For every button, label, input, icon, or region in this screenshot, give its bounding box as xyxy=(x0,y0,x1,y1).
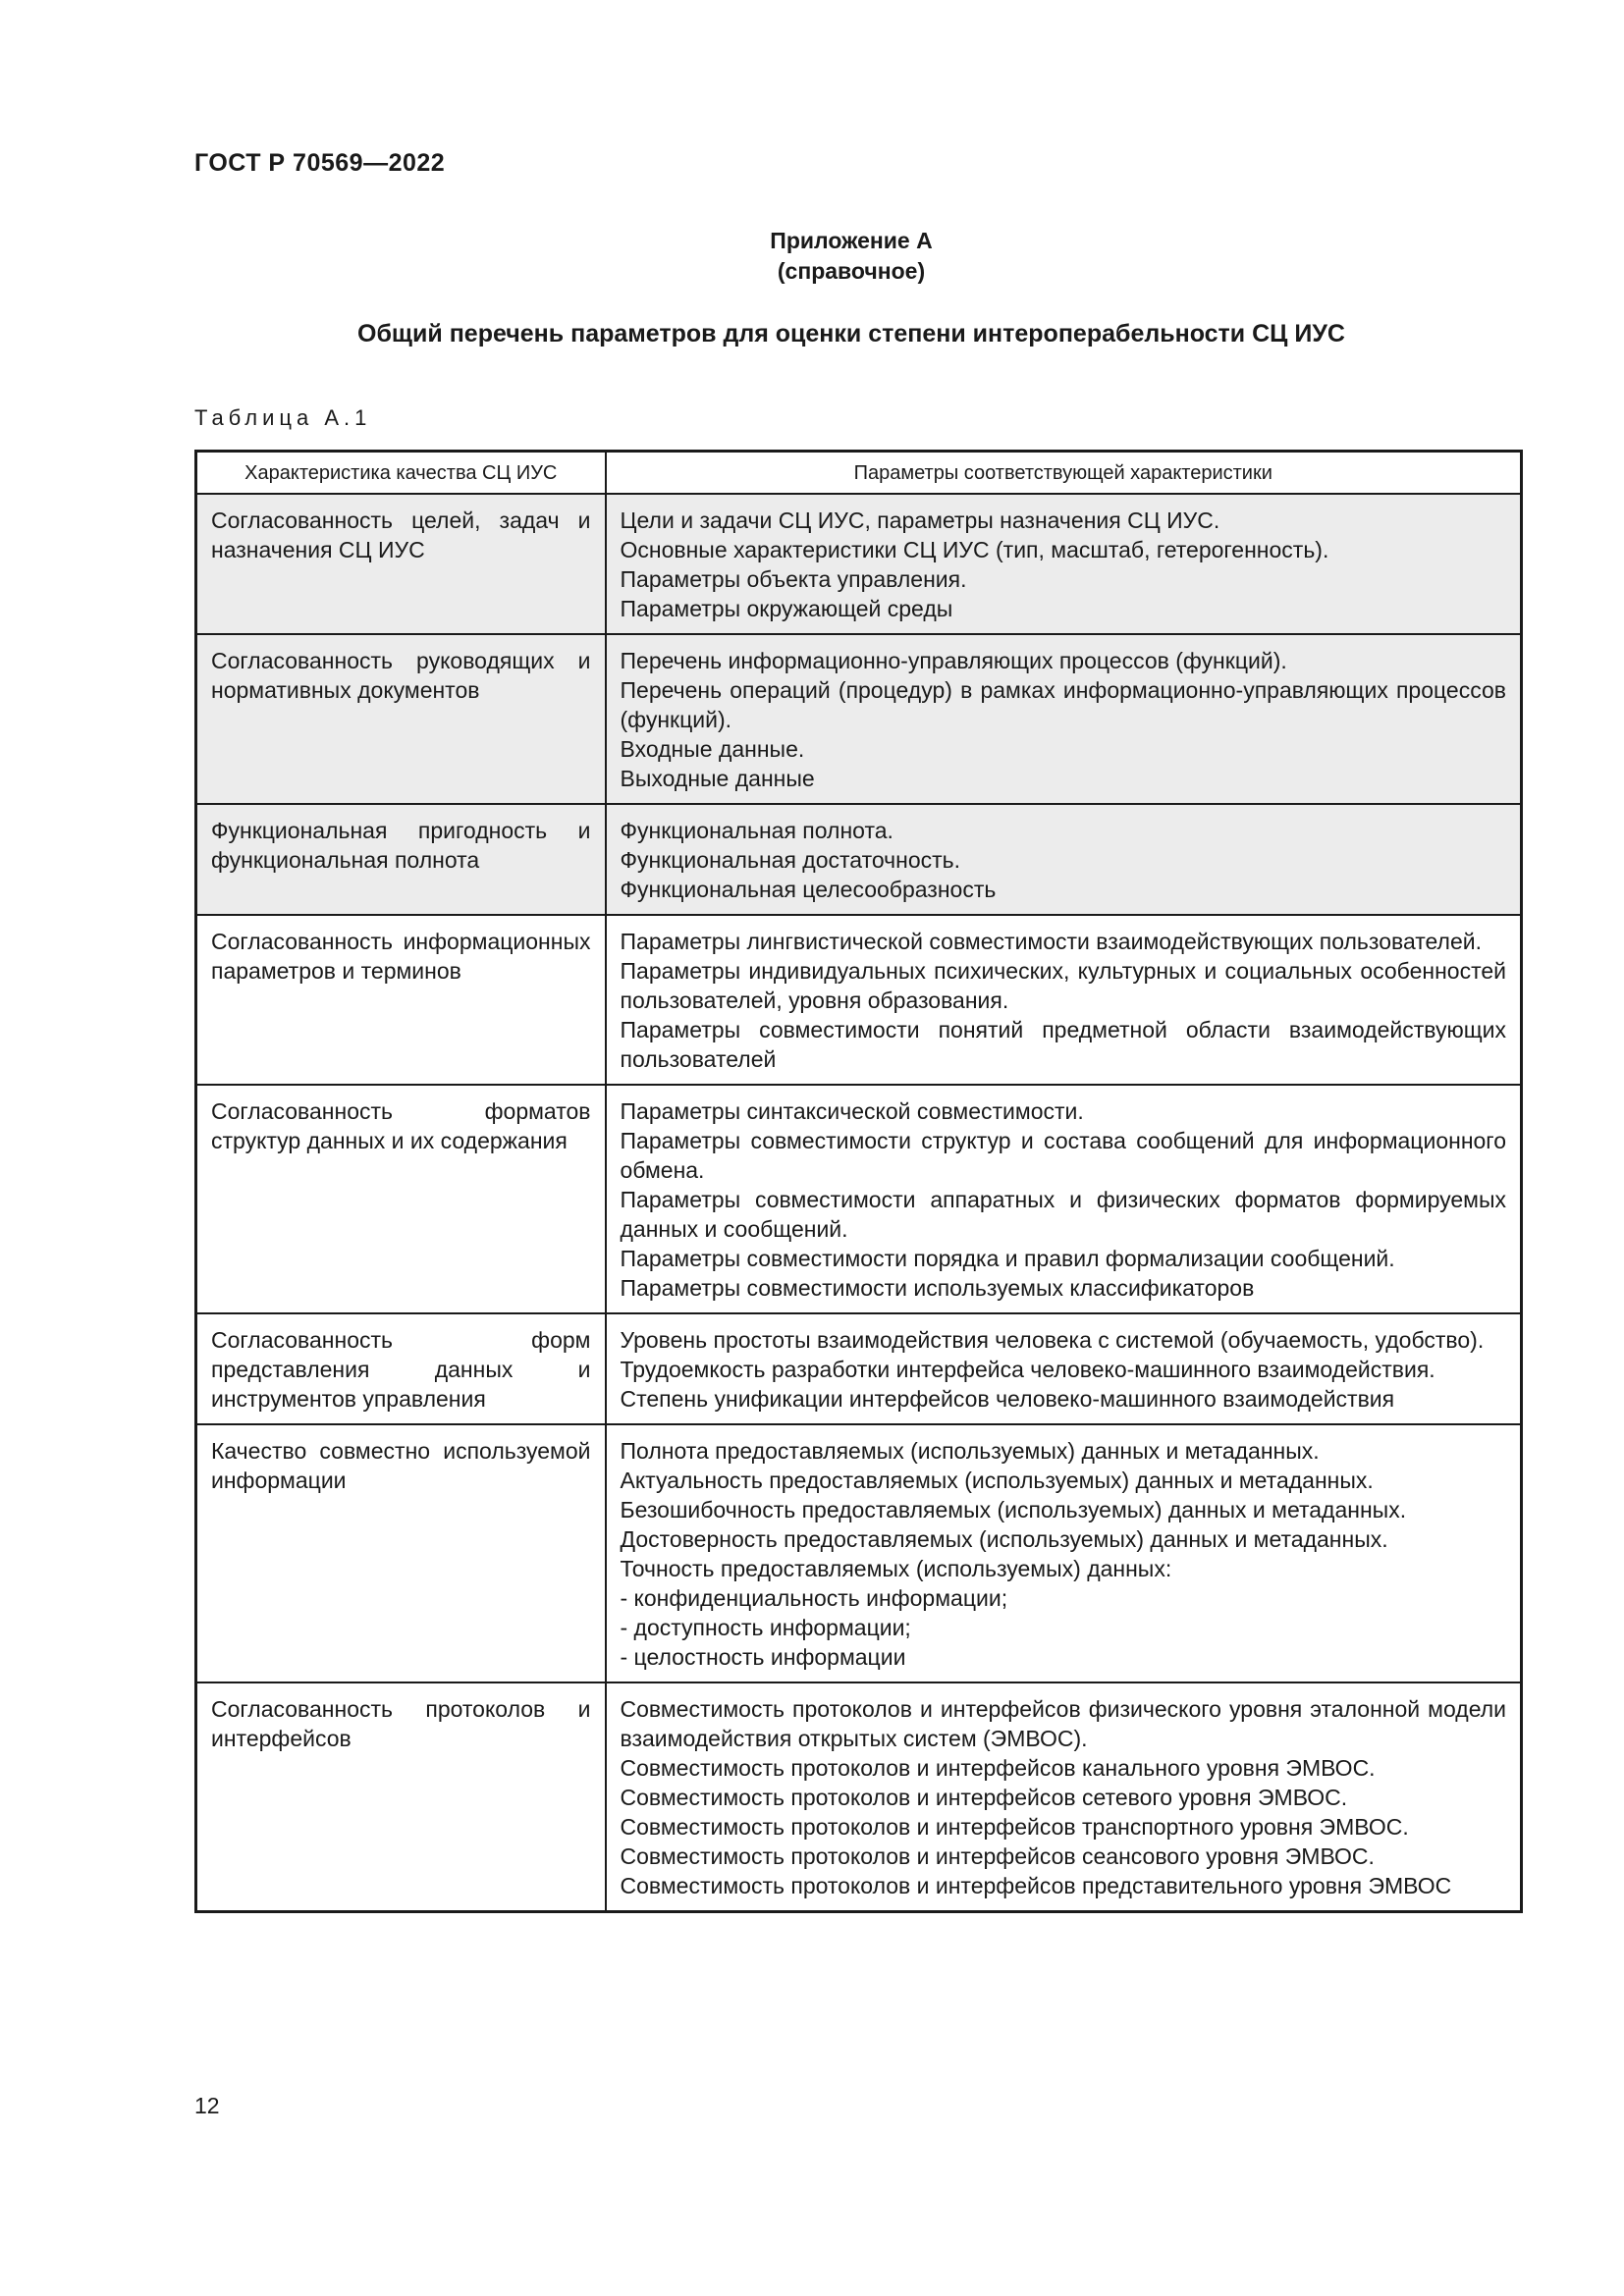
parameter-item: Уровень простоты взаимодействия человека с системой (обучаемость, удобство). xyxy=(620,1327,1485,1353)
parameter-item: Трудоемкость разработки интерфейса человеко-машинного взаимодействия. xyxy=(620,1357,1435,1382)
appendix-title: Приложение А xyxy=(770,228,933,253)
parameter-item: Совместимость протоколов и интерфейсов физического уровня эталонной модели взаимодействия открытых систем (ЭМВОС). xyxy=(620,1696,1506,1751)
table-row xyxy=(196,1085,1522,1313)
parameter-item: Параметры синтаксической совместимости. xyxy=(620,1098,1084,1124)
parameter-item: Безошибочность предоставляемых (используемых) данных и метаданных. xyxy=(620,1497,1407,1522)
parameter-item: Перечень информационно-управляющих процессов (функций). xyxy=(620,648,1287,673)
parameters-cell xyxy=(606,1313,1522,1424)
parameter-item: - доступность информации; xyxy=(620,1615,911,1640)
parameter-item: Параметры окружающей среды xyxy=(620,596,953,621)
characteristic-cell: Качество совместно используемой информации xyxy=(196,1424,606,1682)
table-row xyxy=(196,915,1522,1085)
column-header-characteristic: Характеристика качества СЦ ИУС xyxy=(196,452,606,495)
characteristic-cell: Согласованность протоколов и интерфейсов xyxy=(196,1682,606,1912)
parameter-item: Параметры лингвистической совместимости взаимодействующих пользователей. xyxy=(620,929,1482,954)
parameter-item: Параметры совместимости порядка и правил формализации сообщений. xyxy=(620,1246,1395,1271)
parameter-item: Параметры индивидуальных психических, культурных и социальных особенностей пользователей, уровня образования. xyxy=(620,958,1506,1013)
characteristic-cell: Согласованность форматов структур данных и их содержания xyxy=(196,1085,606,1313)
parameter-item: - конфиденциальность информации; xyxy=(620,1585,1008,1611)
parameter-item: Параметры совместимости понятий предметной области взаимодействующих пользователей xyxy=(620,1017,1506,1072)
parameter-item: Совместимость протоколов и интерфейсов канального уровня ЭМВОС. xyxy=(620,1755,1376,1781)
parameters-cell xyxy=(606,494,1522,634)
characteristic-cell: Согласованность информационных параметров и терминов xyxy=(196,915,606,1085)
table-row xyxy=(196,1313,1522,1424)
parameter-item: Совместимость протоколов и интерфейсов представительного уровня ЭМВОС xyxy=(620,1873,1452,1898)
parameters-table-container xyxy=(194,450,1520,1913)
characteristic-cell: Согласованность целей, задач и назначения СЦ ИУС xyxy=(196,494,606,634)
parameters-table xyxy=(194,450,1523,1913)
column-header-parameters: Параметры соответствующей характеристики xyxy=(606,452,1522,495)
parameter-item: Совместимость протоколов и интерфейсов сеансового уровня ЭМВОС. xyxy=(620,1843,1375,1869)
parameter-item: Параметры совместимости структур и состава сообщений для информационного обмена. xyxy=(620,1128,1506,1183)
table-row xyxy=(196,804,1522,915)
parameter-item: Параметры объекта управления. xyxy=(620,566,967,592)
parameter-item: Перечень операций (процедур) в рамках информационно-управляющих процессов (функций). xyxy=(620,677,1506,732)
parameter-item: Цели и задачи СЦ ИУС, параметры назначения СЦ ИУС. xyxy=(620,507,1220,533)
parameters-cell xyxy=(606,915,1522,1085)
parameter-item: Совместимость протоколов и интерфейсов сетевого уровня ЭМВОС. xyxy=(620,1785,1348,1810)
table-row xyxy=(196,1682,1522,1912)
table-row xyxy=(196,634,1522,804)
parameter-item: Функциональная целесообразность xyxy=(620,877,997,902)
parameter-item: - целостность информации xyxy=(620,1644,906,1670)
parameter-item: Точность предоставляемых (используемых) данных: xyxy=(620,1556,1172,1581)
parameters-cell xyxy=(606,804,1522,915)
table-header-row xyxy=(196,452,1522,495)
parameter-item: Основные характеристики СЦ ИУС (тип, масштаб, гетерогенность). xyxy=(620,537,1329,562)
parameters-cell xyxy=(606,1424,1522,1682)
appendix-kind: (справочное) xyxy=(777,258,926,284)
parameters-cell xyxy=(606,634,1522,804)
parameter-item: Полнота предоставляемых (используемых) данных и метаданных. xyxy=(620,1438,1320,1464)
parameter-item: Достоверность предоставляемых (используемых) данных и метаданных. xyxy=(620,1526,1388,1552)
parameter-item: Функциональная полнота. xyxy=(620,818,893,843)
characteristic-cell: Функциональная пригодность и функциональная полнота xyxy=(196,804,606,915)
table-row xyxy=(196,1424,1522,1682)
parameter-item: Актуальность предоставляемых (используемых) данных и метаданных. xyxy=(620,1468,1374,1493)
page-title: Общий перечень параметров для оценки степени интероперабельности СЦ ИУС xyxy=(357,320,1345,347)
table-caption: Таблица А.1 xyxy=(194,405,372,430)
page-number: 12 xyxy=(194,2093,220,2118)
parameter-item: Степень унификации интерфейсов человеко-машинного взаимодействия xyxy=(620,1386,1395,1412)
table-row xyxy=(196,494,1522,634)
parameter-item: Совместимость протоколов и интерфейсов транспортного уровня ЭМВОС. xyxy=(620,1814,1409,1840)
parameter-item: Параметры совместимости используемых классификаторов xyxy=(620,1275,1255,1301)
table-body xyxy=(196,494,1522,1912)
parameter-item: Входные данные. xyxy=(620,736,805,762)
parameters-cell xyxy=(606,1085,1522,1313)
characteristic-cell: Согласованность руководящих и нормативных документов xyxy=(196,634,606,804)
parameter-item: Функциональная достаточность. xyxy=(620,847,961,873)
parameters-cell xyxy=(606,1682,1522,1912)
parameter-item: Параметры совместимости аппаратных и физических форматов формируемых данных и сообщений. xyxy=(620,1187,1506,1242)
parameter-item: Выходные данные xyxy=(620,766,815,791)
characteristic-cell: Согласованность форм представления данных и инструментов управления xyxy=(196,1313,606,1424)
document-code: ГОСТ Р 70569—2022 xyxy=(194,149,446,177)
